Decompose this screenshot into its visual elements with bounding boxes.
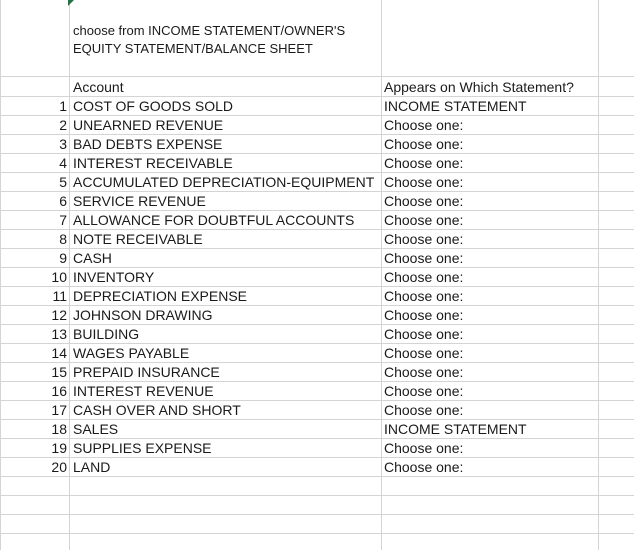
account-cell[interactable]: CASH	[73, 250, 112, 266]
statement-dropdown-cell[interactable]: Choose one:	[384, 288, 464, 304]
statement-dropdown-cell[interactable]: Choose one:	[384, 440, 464, 456]
instruction-note[interactable]: choose from INCOME STATEMENT/OWNER'S EQUITY STATEMENT/BALANCE SHEET	[73, 23, 346, 56]
statement-dropdown-cell[interactable]: Choose one:	[384, 212, 464, 228]
row-number[interactable]: 3	[59, 136, 67, 152]
row-number[interactable]: 4	[59, 155, 67, 171]
account-cell[interactable]: DEPRECIATION EXPENSE	[73, 288, 248, 304]
statement-dropdown-cell[interactable]: Choose one:	[384, 364, 464, 380]
account-cell[interactable]: INVENTORY	[73, 269, 155, 285]
statement-dropdown-cell[interactable]: Choose one:	[384, 345, 464, 361]
row-number[interactable]: 2	[59, 117, 67, 133]
row-number[interactable]: 15	[51, 364, 67, 380]
row-gridline	[0, 514, 634, 515]
account-cell[interactable]: JOHNSON DRAWING	[73, 307, 213, 323]
account-cell[interactable]: SUPPLIES EXPENSE	[73, 440, 212, 456]
cell-comment-marker	[68, 0, 74, 6]
column-gridline	[381, 0, 382, 550]
row-number[interactable]: 19	[51, 440, 67, 456]
row-number[interactable]: 16	[51, 383, 67, 399]
account-cell[interactable]: CASH OVER AND SHORT	[73, 402, 241, 418]
account-cell[interactable]: INTEREST REVENUE	[73, 383, 214, 399]
row-gridline	[0, 533, 634, 534]
statement-dropdown-cell[interactable]: INCOME STATEMENT	[384, 421, 527, 437]
account-cell[interactable]: SALES	[73, 421, 119, 437]
row-number[interactable]: 1	[59, 98, 67, 114]
row-number[interactable]: 14	[51, 345, 67, 361]
statement-dropdown-cell[interactable]: Choose one:	[384, 193, 464, 209]
account-cell[interactable]: NOTE RECEIVABLE	[73, 231, 203, 247]
row-number[interactable]: 17	[51, 402, 67, 418]
row-gridline	[0, 76, 634, 77]
statement-dropdown-cell[interactable]: Choose one:	[384, 269, 464, 285]
row-number[interactable]: 20	[51, 459, 67, 475]
statement-dropdown-cell[interactable]: Choose one:	[384, 231, 464, 247]
account-cell[interactable]: SERVICE REVENUE	[73, 193, 206, 209]
row-number[interactable]: 12	[51, 307, 67, 323]
account-cell[interactable]: PREPAID INSURANCE	[73, 364, 220, 380]
account-cell[interactable]: ALLOWANCE FOR DOUBTFUL ACCOUNTS	[73, 212, 355, 228]
row-number[interactable]: 5	[59, 174, 67, 190]
account-cell[interactable]: INTEREST RECEIVABLE	[73, 155, 233, 171]
statement-dropdown-cell[interactable]: Choose one:	[384, 383, 464, 399]
account-column-header[interactable]: Account	[73, 79, 124, 95]
account-cell[interactable]: COST OF GOODS SOLD	[73, 98, 233, 114]
row-number[interactable]: 13	[51, 326, 67, 342]
column-gridline	[598, 0, 599, 550]
statement-dropdown-cell[interactable]: Choose one:	[384, 459, 464, 475]
account-cell[interactable]: BAD DEBTS EXPENSE	[73, 136, 223, 152]
statement-dropdown-cell[interactable]: Choose one:	[384, 402, 464, 418]
row-number[interactable]: 6	[59, 193, 67, 209]
statement-dropdown-cell[interactable]: Choose one:	[384, 117, 464, 133]
row-number[interactable]: 10	[51, 269, 67, 285]
column-gridline	[69, 0, 70, 550]
statement-dropdown-cell[interactable]: Choose one:	[384, 307, 464, 323]
row-gridline	[0, 495, 634, 496]
row-number[interactable]: 8	[59, 231, 67, 247]
statement-dropdown-cell[interactable]: Choose one:	[384, 174, 464, 190]
account-cell[interactable]: WAGES PAYABLE	[73, 345, 190, 361]
row-number[interactable]: 11	[52, 288, 67, 304]
statement-column-header[interactable]: Appears on Which Statement?	[384, 79, 574, 95]
account-cell[interactable]: ACCUMULATED DEPRECIATION-EQUIPMENT	[73, 174, 375, 190]
statement-dropdown-cell[interactable]: INCOME STATEMENT	[384, 98, 527, 114]
statement-dropdown-cell[interactable]: Choose one:	[384, 155, 464, 171]
row-number[interactable]: 7	[59, 212, 67, 228]
statement-dropdown-cell[interactable]: Choose one:	[384, 250, 464, 266]
statement-dropdown-cell[interactable]: Choose one:	[384, 136, 464, 152]
row-number[interactable]: 18	[51, 421, 67, 437]
row-number[interactable]: 9	[59, 250, 67, 266]
account-cell[interactable]: BUILDING	[73, 326, 140, 342]
account-cell[interactable]: LAND	[73, 459, 111, 475]
statement-dropdown-cell[interactable]: Choose one:	[384, 326, 464, 342]
account-cell[interactable]: UNEARNED REVENUE	[73, 117, 224, 133]
